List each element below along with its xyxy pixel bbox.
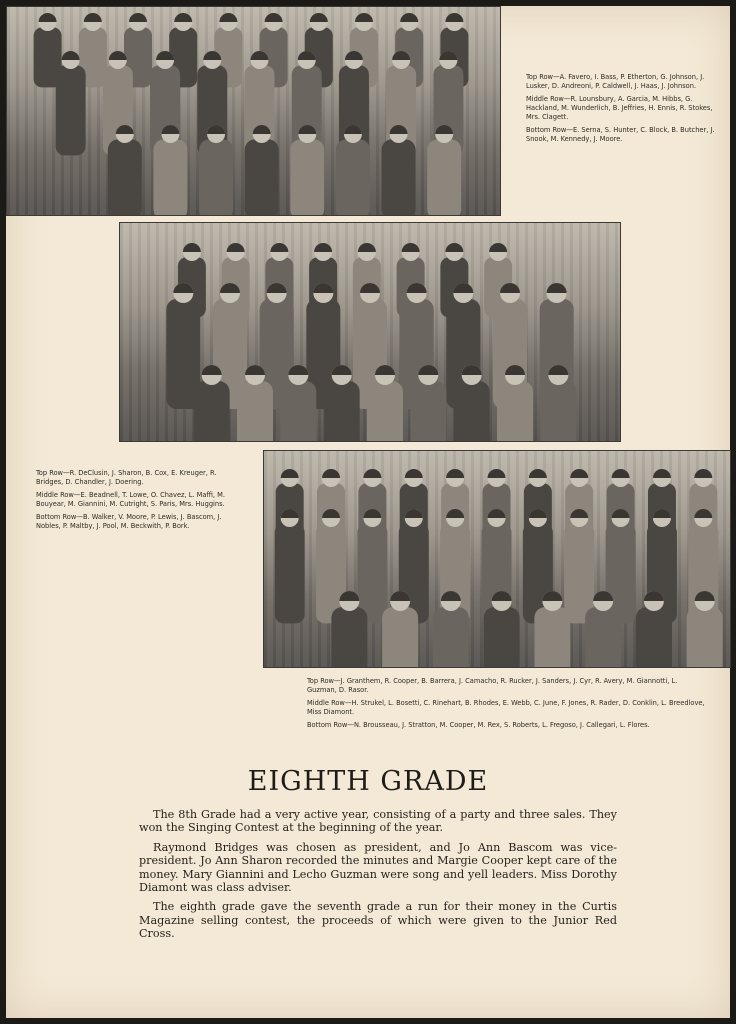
- caption-photo-1: [526, 72, 722, 147]
- caption-2-middle-row: Middle Row—E. Beadnell, T. Lowe, O. Chavez, L. Maffi, M. Bouyear, M. Giannini, M. Cutright, S. Paris, Mrs. Huggins.: [36, 490, 225, 508]
- caption-1-bottom-row: Bottom Row—E. Serna, S. Hunter, C. Block, B. Butcher, J. Snook, M. Kennedy, J. Moore.: [526, 125, 715, 143]
- paragraph-2: Raymond Bridges was chosen as president, and Jo Ann Bascom was vice-president. Jo Ann Sharon recorded the minutes and Margie Cooper kept care of the money. Mary Giannini and Lecho Guzman were song and yell leaders. Miss Dorothy Diamont was class adviser.: [139, 840, 617, 895]
- photo-1-silhouettes: [7, 7, 500, 215]
- photo-3-silhouettes: [264, 451, 730, 667]
- paragraph-1: The 8th Grade had a very active year, consisting of a party and three sales. They won the Singing Contest at the beginning of the year.: [139, 808, 617, 835]
- yearbook-page: [6, 6, 730, 1018]
- paragraph-3: The eighth grade gave the seventh grade a run for their money in the Curtis Magazine selling contest, the proceeds of which were given to the Junior Red Cross.: [139, 900, 617, 941]
- caption-1-middle-row: Middle Row—R. Lounsbury, A. Garcia, M. Hibbs, G. Hackland, M. Wunderlich, B. Jeffries, H. Ennis, R. Stokes, Mrs. Clagett.: [526, 94, 713, 121]
- caption-3-middle-row: Middle Row—H. Strukel, L. Bosetti, C. Rinehart, B. Rhodes, E. Webb, C. June, F. Jones, R. Rader, D. Conklin, L. Breedlove, Miss Diamont.: [307, 698, 705, 716]
- class-photo-3: [263, 450, 731, 668]
- caption-3-bottom-row: Bottom Row—N. Brousseau, J. Stratton, M. Cooper, M. Rex, S. Roberts, L. Fregoso, J. Callegari, L. Flores.: [307, 720, 650, 729]
- caption-photo-2: [36, 468, 236, 534]
- caption-3-top-row: Top Row—J. Granthem, R. Cooper, B. Barrera, J. Camacho, R. Rucker, J. Sanders, J. Cyr, R. Avery, M. Giannotti, L. Guzman, D. Rasor.: [307, 676, 678, 694]
- caption-2-top-row: Top Row—R. DeClusin, J. Sharon, B. Cox, E. Kreuger, R. Bridges, D. Chandler, J. Doering.: [36, 468, 217, 486]
- caption-2-bottom-row: Bottom Row—B. Walker, V. Moore, P. Lewis, J. Bascom, J. Nobles, P. Maltby, J. Pool, M. Beckwith, P. Bork.: [36, 512, 222, 530]
- class-photo-1: [6, 6, 501, 216]
- page-title: EIGHTH GRADE: [247, 766, 489, 797]
- caption-1-top-row: Top Row—A. Favero, I. Bass, P. Etherton, G. Johnson, J. Lusker, D. Andreoni, P. Caldwell, J. Haas, J. Johnson.: [526, 72, 705, 90]
- photo-2-silhouettes: [120, 223, 620, 441]
- class-photo-2: [119, 222, 621, 442]
- caption-photo-3: [307, 676, 707, 733]
- article-body: [139, 808, 617, 947]
